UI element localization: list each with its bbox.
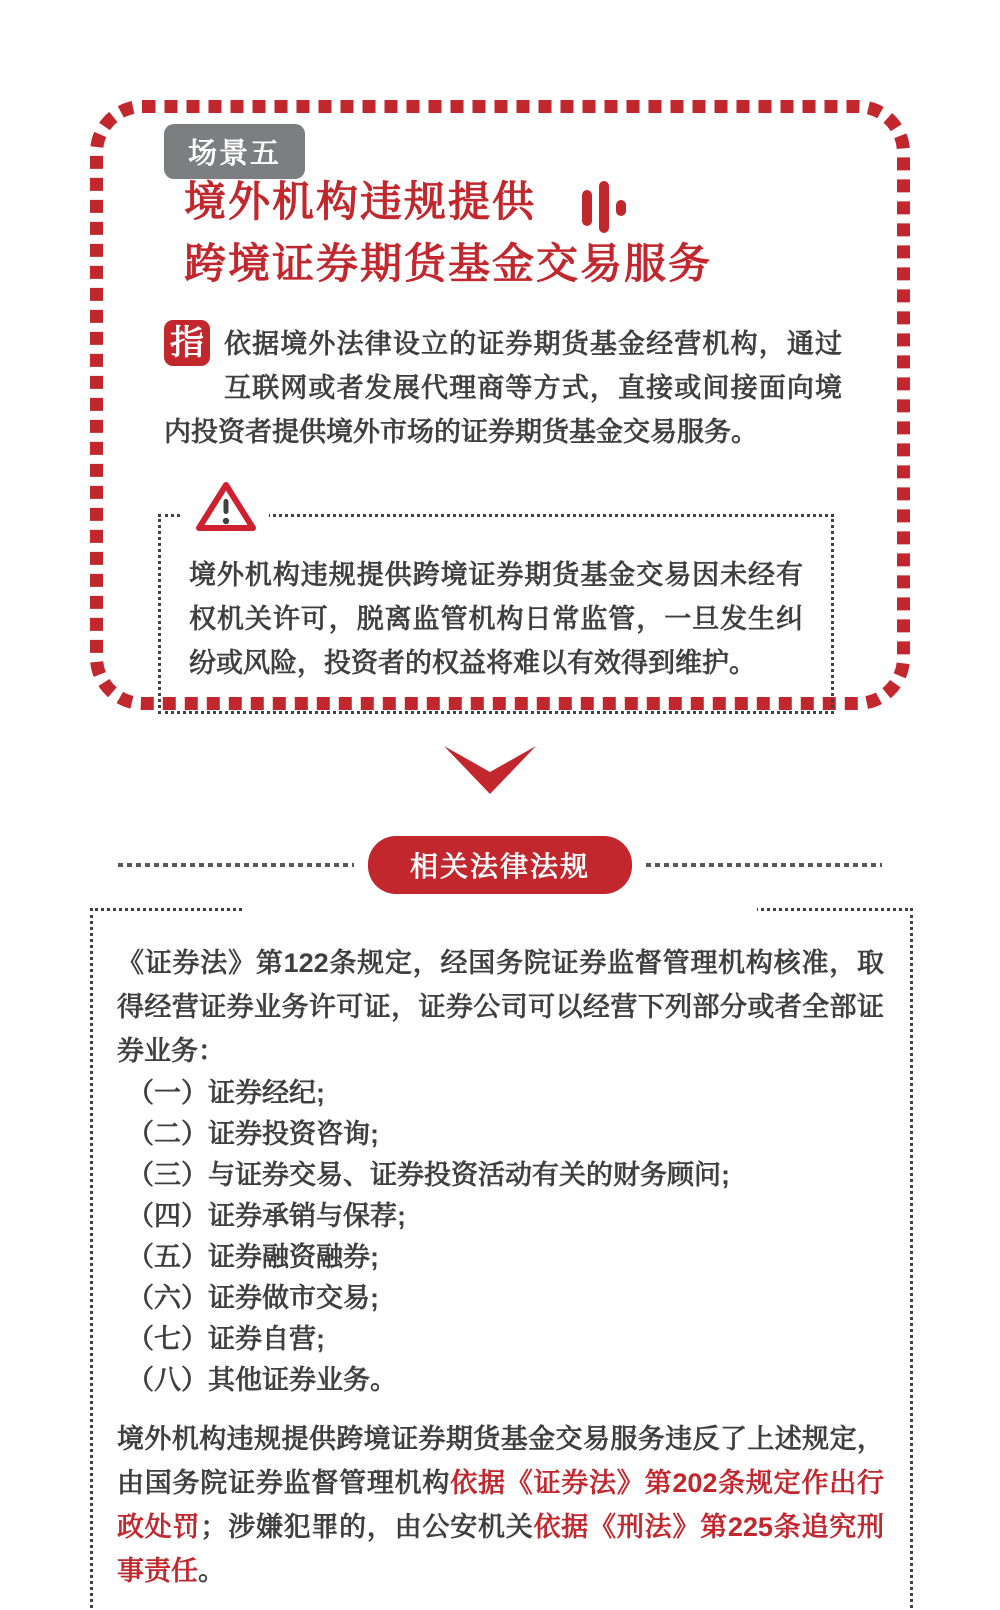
dash-line-right [646,863,882,867]
list-item: （六）证券做市交易; [127,1283,379,1313]
definition-marker-badge: 指 [164,320,210,366]
list-item: （五）证券融资融券; [127,1242,379,1272]
pulse-bars-icon [582,178,628,236]
list-item: （七）证券自营; [127,1324,325,1354]
law-intro-paragraph: 《证券法》第122条规定，经国务院证券监督管理机构核准，取得经营证券业务许可证，证券公司可以经营下列部分或者全部证券业务： [117,948,884,1066]
law-content-box [90,908,913,1610]
penalty-segment-highlight: 依据《证券法》第202条规定作出行政处罚 [117,1468,884,1542]
definition-text: 依据境外法律设立的证券期货基金经营机构，通过互联网或者发展代理商等方式，直接或间接面向境内投资者提供境外市场的证券期货基金交易服务。 [164,329,842,447]
warning-triangle-icon [183,481,269,533]
list-item: （四）证券承销与保荐; [127,1201,406,1231]
scene-number-badge: 场景五 [164,124,305,179]
penalty-segment: 。 [198,1556,225,1586]
risk-warning-box [158,514,834,714]
list-item: （一）证券经纪; [127,1078,325,1108]
securities-business-list [117,1073,884,1401]
border-gap-decoration [245,906,757,915]
scene-title [184,174,712,292]
list-item: （八）其他证券业务。 [127,1365,397,1395]
scenario-box [90,100,910,710]
definition-paragraph [164,322,842,454]
scene-title-line1: 境外机构违规提供 [184,178,537,225]
list-item: （二）证券投资咨询; [127,1119,379,1149]
related-laws-pill: 相关法律法规 [368,836,632,894]
penalty-segment-highlight: 依据《刑法》第225条追究刑事责任 [117,1512,884,1586]
risk-warning-text: 境外机构违规提供跨境证券期货基金交易因未经有权机关许可，脱离监管机构日常监管，一旦发生纠纷或风险，投资者的权益将难以有效得到维护。 [189,560,803,678]
penalty-paragraph [117,1417,884,1593]
list-item: （三）与证券交易、证券投资活动有关的财务顾问; [127,1160,730,1190]
chevron-down-icon [444,746,536,794]
penalty-segment: 境外机构违规提供跨境证券期货基金交易服务违反了上述规定，由国务院证券监督管理机构 [117,1424,884,1498]
scene-title-line2: 跨境证券期货基金交易服务 [184,240,713,287]
penalty-segment: ；涉嫌犯罪的，由公安机关 [200,1512,534,1542]
related-laws-banner [0,836,1000,894]
dash-line-left [118,863,354,867]
